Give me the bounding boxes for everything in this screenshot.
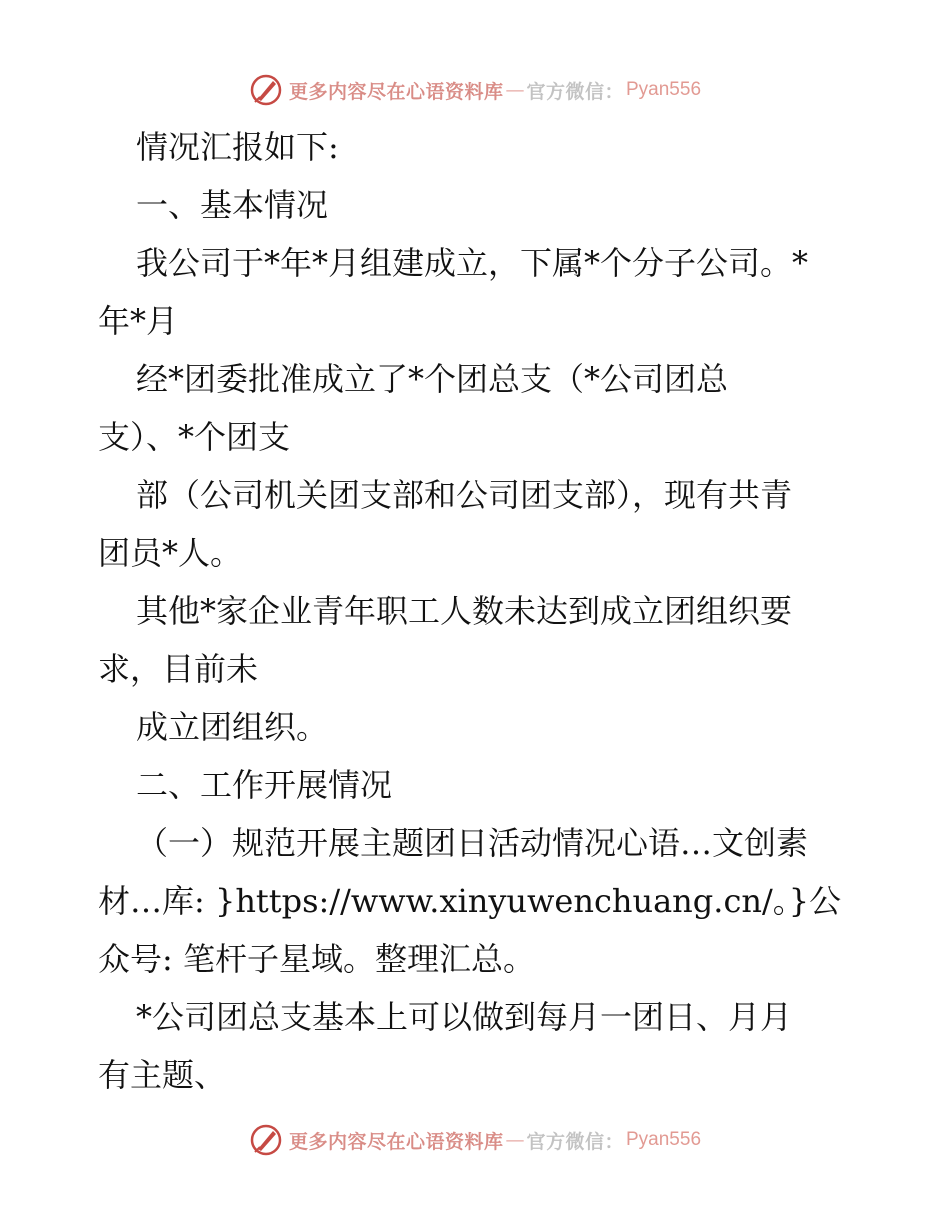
text-line: 成立团组织。: [136, 708, 329, 746]
banner-wechat-label: 官方微信：: [526, 80, 624, 103]
banner-text: 更多内容尽在心语资料库: [288, 80, 504, 103]
footer-watermark-banner: [0, 1120, 950, 1160]
text-line: 有主题、: [98, 1056, 227, 1094]
quill-logo-icon: [249, 73, 283, 107]
banner-dash: —: [505, 1129, 525, 1151]
text-line: 求，目前未: [98, 650, 259, 688]
banner-text: 更多内容尽在心语资料库: [288, 1130, 504, 1153]
text-line: *公司团总支基本上可以做到每月一团日、月月: [136, 998, 793, 1036]
text-line: 团员*人。: [98, 534, 243, 572]
text-line: 其他*家企业青年职工人数未达到成立团组织要: [136, 592, 793, 630]
text-line: 年*月: [98, 302, 179, 340]
text-line: 支）、*个团支: [98, 418, 291, 456]
section-heading: 一、基本情况: [136, 186, 329, 224]
banner-wechat-id: Pyan556: [626, 1129, 702, 1150]
text-line: 众号: 笔杆子星域。整理汇总。: [98, 940, 535, 978]
banner-wechat-id: Pyan556: [626, 79, 702, 100]
banner-wechat-label: 官方微信：: [526, 1130, 624, 1153]
section-heading: 二、工作开展情况: [136, 766, 393, 804]
text-line: 我公司于*年*月组建成立，下属*个分子公司。*: [136, 244, 809, 282]
text-line: 部（公司机关团支部和公司团支部），现有共青: [136, 476, 793, 514]
quill-logo-icon: [249, 1123, 283, 1157]
text-line: 情况汇报如下:: [136, 128, 339, 166]
header-watermark-banner: [0, 70, 950, 110]
banner-dash: —: [505, 79, 525, 101]
subsection-heading: （一）规范开展主题团日活动情况心语…文创素: [136, 824, 809, 862]
text-line: 材…库: }https://www.xinyuwenchuang.cn/。}公: [98, 882, 842, 920]
document-body: [98, 118, 858, 1104]
text-line: 经*团委批准成立了*个团总支（*公司团总: [136, 360, 729, 398]
